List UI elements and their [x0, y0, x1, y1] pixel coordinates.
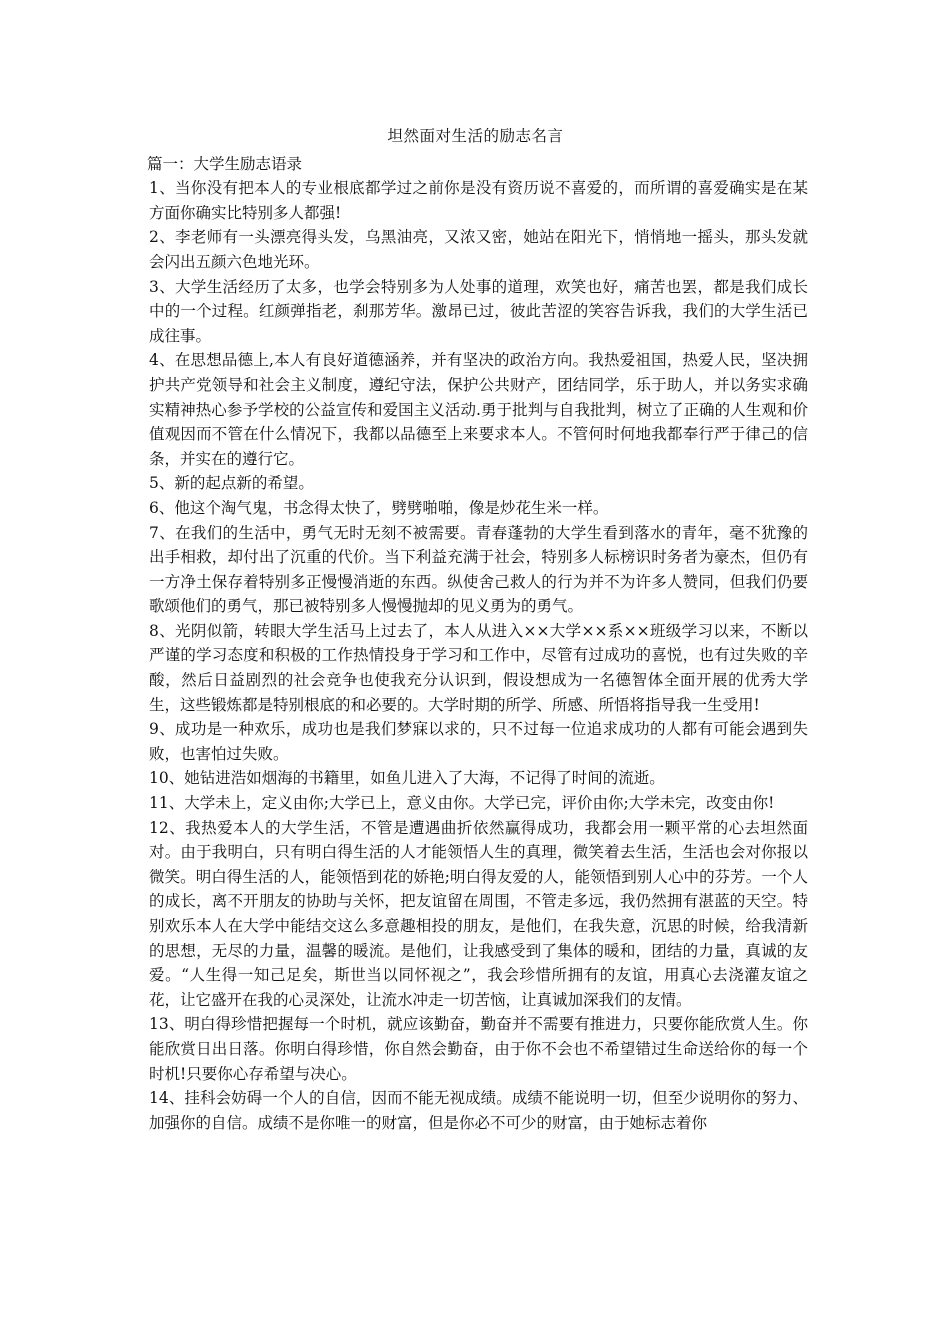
paragraph-9: 9、成功是一种欢乐，成功也是我们梦寐以求的，只不过每一位追求成功的人都有可能会遇到失败，也害怕过失败。 [149, 720, 808, 763]
document-title: 坦然面对生活的励志名言 [387, 127, 564, 145]
paragraph-7: 7、在我们的生活中，勇气无时无刻不被需要。青春蓬勃的大学生看到落水的青年，毫不犹豫的出手相救，却付出了沉重的代价。当下利益充满于社会，特别多人标榜识时务者为豪杰，但仍有一方净土保存着特别多正慢慢消逝的东西。纵使舍己救人的行为并不为许多人赞同，但我们仍要歌颂他们的勇气，那已被特别多人慢慢抛却的见义勇为的勇气。 [149, 523, 808, 616]
paragraph-11: 11、大学未上，定义由你;大学已上，意义由你。大学已完，评价由你;大学未完，改变由你! [149, 794, 775, 813]
paragraph-12: 12、我热爱本人的大学生活，不管是遭遇曲折依然赢得成功，我都会用一颗平常的心去坦然面对。由于我明白，只有明白得生活的人才能领悟人生的真理，微笑着去生活，生活也会对你报以微笑。明白得生活的人，能领悟到花的娇艳;明白得友爱的人，能领悟到别人心中的芬芳。一个人的成长，离不开朋友的协助与关怀，把友谊留在周围，不管走多远，我仍然拥有湛蓝的天空。特别欢乐本人在大学中能结交这么多意趣相投的朋友，是他们，在我失意，沉思的时候，给我清新的思想，无尽的力量，温馨的暖流。是他们，让我感受到了集体的暖和，团结的力量，真诚的友爱。“人生得一知己足矣，斯世当以同怀视之”，我会珍惜所拥有的友谊，用真心去浇灌友谊之花，让它盛开在我的心灵深处，让流水冲走一切苦恼，让真诚加深我们的友情。 [149, 818, 808, 1009]
document-body [143, 124, 808, 1135]
paragraph-5: 5、新的起点新的希望。 [149, 474, 314, 493]
section-heading: 篇一：大学生励志语录 [147, 154, 303, 173]
paragraph-13: 13、明白得珍惜把握每一个时机，就应该勤奋，勤奋并不需要有推进力，只要你能欣赏人生。你能欣赏日出日落。你明白得珍惜，你自然会勤奋，由于你不会也不希望错过生命送给你的每一个时机!只要你心存希望与决心。 [149, 1015, 808, 1083]
paragraph-3: 3、大学生活经历了太多，也学会特别多为人处事的道理，欢笑也好，痛苦也罢，都是我们成长中的一个过程。红颜弹指老，刹那芳华。激昂已过，彼此苦涩的笑容告诉我，我们的大学生活已成往事。 [149, 277, 808, 345]
paragraph-6: 6、他这个淘气鬼，书念得太快了，劈劈啪啪，像是炒花生米一样。 [149, 498, 609, 517]
paragraph-4: 4、在思想品德上,本人有良好道德涵养，并有坚决的政治方向。我热爱祖国，热爱人民，坚决拥护共产党领导和社会主义制度，遵纪守法，保护公共财产，团结同学，乐于助人，并以务实求确实精神热心参予学校的公益宣传和爱国主义活动.勇于批判与自我批判，树立了正确的人生观和价值观因而不管在什么情况下，我都以品德至上来要求本人。不管何时何地我都奉行严于律己的信条，并实在的遵行它。 [149, 351, 808, 468]
paragraph-1: 1、当你没有把本人的专业根底都学过之前你是没有资历说不喜爱的，而所谓的喜爱确实是在某方面你确实比特别多人都强! [149, 179, 808, 222]
paragraph-14: 14、挂科会妨碍一个人的自信，因而不能无视成绩。成绩不能说明一切，但至少说明你的努力、加强你的自信。成绩不是你唯一的财富，但是你必不可少的财富，由于她标志着你 [149, 1089, 808, 1132]
paragraph-10: 10、她钻进浩如烟海的书籍里，如鱼儿进入了大海，不记得了时间的流逝。 [149, 769, 665, 788]
paragraph-8: 8、光阴似箭，转眼大学生活马上过去了，本人从进入××大学××系××班级学习以来，不断以严谨的学习态度和积极的工作热情投身于学习和工作中，尽管有过成功的喜悦，也有过失败的辛酸，然后日益剧烈的社会竞争也使我充分认识到，假设想成为一名德智体全面开展的优秀大学生，这些锻炼都是特别根底的和必要的。大学时期的所学、所感、所悟将指导我一生受用! [149, 621, 808, 714]
paragraph-2: 2、李老师有一头漂亮得头发，乌黑油亮，又浓又密，她站在阳光下，悄悄地一摇头，那头发就会闪出五颜六色地光环。 [149, 228, 808, 271]
